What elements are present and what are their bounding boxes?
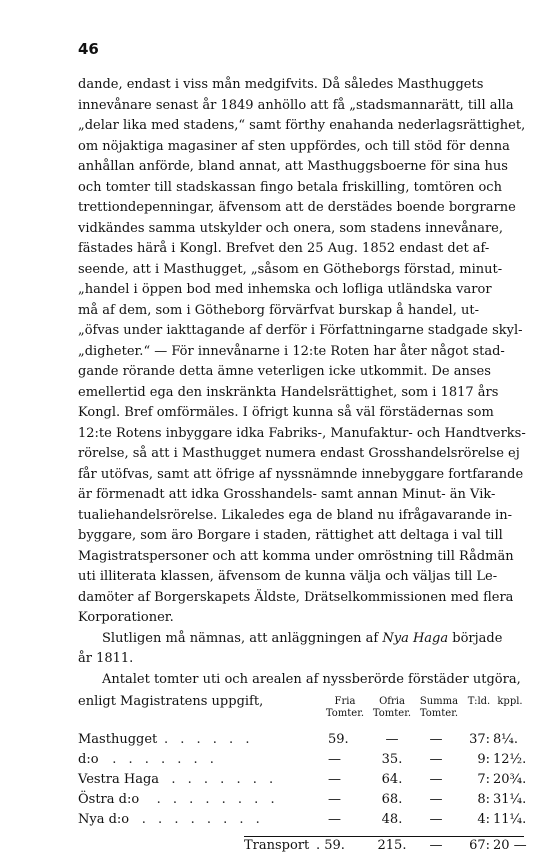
transport-summa: — xyxy=(429,838,443,853)
nya-haga-year: år 1811. xyxy=(78,651,134,666)
table-row xyxy=(78,752,527,772)
paragraph-line: emellertid ega den inskränkta Handelsrättighet, som i 1817 års xyxy=(78,384,499,400)
paragraph-line: må af dem, som i Götheborg förvärfvat burskap å handel, ut- xyxy=(78,302,479,318)
book-page xyxy=(78,40,527,860)
table-intro-line-1: Antalet tomter uti och arealen af nyssberörde förstäder utgöra, xyxy=(102,671,521,687)
paragraph-table-intro xyxy=(78,670,520,691)
paragraph-line: damöter af Borgerskapets Äldste, Drätselkommissionen med flera xyxy=(78,589,514,605)
row-fria: — xyxy=(328,752,341,767)
paragraph-line: trettiondepenningar, äfvensom att de derstädes boende borgrarne xyxy=(78,200,516,215)
row-fria: — xyxy=(328,792,341,807)
transport-kppl: 20 — xyxy=(493,838,527,853)
row-leader-dots: . . . . . . . xyxy=(171,772,278,787)
paragraph-line: är förmenadt att idka Grosshandels- samt annan Minut- än Vik- xyxy=(78,487,496,502)
paragraph-line: anhållan anförde, bland annat, att Masthuggsboerne för sina hus xyxy=(78,159,508,174)
row-leader-dots: . . . . . . . . xyxy=(156,792,279,807)
paragraph-line: fästades härå i Kongl. Brefvet den 25 Aug. 1852 endast det af- xyxy=(78,241,490,256)
row-fria: — xyxy=(328,812,341,827)
row-fria: — xyxy=(328,772,341,787)
header-ofria: Ofria Tomter. xyxy=(372,696,412,719)
row-summa: — xyxy=(429,792,443,807)
row-leader-dots: . . . . . . . xyxy=(112,752,218,767)
table-row xyxy=(78,812,527,832)
paragraph-line: „digheter.“ — För innevånarne i 12:te Roten har åter något stad- xyxy=(78,343,505,359)
row-name: d:o xyxy=(78,752,99,767)
row-leader-dots: . . . . . . xyxy=(164,732,254,747)
row-kppl: 31¼. xyxy=(493,792,527,807)
paragraph-line: och tomter till stadskassan fingo betala friskilling, tomtören och xyxy=(78,179,502,195)
row-tld: 4: xyxy=(477,812,490,827)
row-summa: — xyxy=(429,732,443,747)
paragraph-line: Kongl. Bref omförmäles. I öfrigt kunna så väl förstädernas som xyxy=(78,405,494,420)
paragraph-line: tualiehandelsrörelse. Likaledes ega de bland nu ifrågavarande in- xyxy=(78,507,513,523)
row-name: Nya d:o xyxy=(78,812,130,827)
row-name: Östra d:o xyxy=(78,792,140,807)
transport-rule xyxy=(244,836,524,837)
paragraph-line: får utöfvas, samt att öfrige af nyssnämnde innebyggare fortfarande xyxy=(78,466,524,482)
table-row xyxy=(78,772,527,792)
table-intro-line-2: enligt Magistratens uppgift, xyxy=(78,694,264,709)
row-tld: 9: xyxy=(477,752,490,767)
nya-haga-text-pre: Slutligen må nämnas, att anläggningen af xyxy=(102,630,383,646)
table-row xyxy=(78,792,527,812)
row-tld: 8: xyxy=(477,792,490,807)
paragraph-line: innevånare senast år 1849 anhöllo att få „stadsmannarätt, till alla xyxy=(78,97,514,113)
nya-haga-text-post: började xyxy=(448,630,503,646)
header-summa: Summa Tomter. xyxy=(419,696,459,719)
row-name: Vestra Haga xyxy=(78,772,160,787)
row-ofria: — xyxy=(385,732,399,747)
paragraph-line: Korporationer. xyxy=(78,610,174,625)
table-row xyxy=(78,732,520,752)
transport-row xyxy=(78,838,527,860)
paragraph-line: „handel i öppen bod med inhemska och lofliga utländska varor xyxy=(78,282,492,297)
page-number: 46 xyxy=(78,40,99,58)
row-ofria: 64. xyxy=(381,772,403,787)
row-tld: 37: xyxy=(469,732,490,747)
row-name: Masthugget xyxy=(78,732,158,747)
paragraph-line: gande rörande detta ämne veterligen icke utkommit. De anses xyxy=(78,364,491,379)
header-tld: T:ld. xyxy=(467,696,491,707)
paragraph-line: 12:te Rotens inbyggare idka Fabriks-, Manufaktur- och Handtverks- xyxy=(78,425,526,441)
row-kppl: 20¾. xyxy=(493,772,527,787)
row-kppl: 11¼. xyxy=(493,812,527,827)
row-summa: — xyxy=(429,752,443,767)
row-ofria: 35. xyxy=(381,752,403,767)
paragraph-line: Magistratspersoner och att komma under omröstning till Rådmän xyxy=(78,548,514,564)
transport-label: Transport xyxy=(244,838,310,853)
row-leader-dots: . . . . . . . . xyxy=(141,812,264,827)
table-header xyxy=(78,692,523,732)
paragraph-line: „delar lika med stadens,“ samt förthy enahanda nederlagsrättighet, xyxy=(78,118,526,133)
row-kppl: 8¼. xyxy=(493,732,519,747)
row-summa: — xyxy=(429,812,443,827)
header-fria: Fria Tomter. xyxy=(325,696,365,719)
paragraph-line: byggare, som äro Borgare i staden, rättighet att deltaga i val till xyxy=(78,528,503,543)
nya-haga-italic: Nya Haga xyxy=(382,630,449,646)
row-ofria: 48. xyxy=(381,812,403,827)
row-summa: — xyxy=(429,772,443,787)
paragraph-line: vidkändes samma utskylder och onera, som stadens innevånare, xyxy=(78,220,503,236)
paragraph-masthugget-privileges xyxy=(78,75,526,629)
paragraph-line: seende, att i Masthugget, „såsom en Götheborgs förstad, minut- xyxy=(78,261,503,277)
paragraph-line: dande, endast i viss mån medgifvits. Då således Masthuggets xyxy=(78,77,484,92)
paragraph-line: uti illiterata klassen, äfvensom de kunna välja och väljas till Le- xyxy=(78,569,498,584)
paragraph-nya-haga xyxy=(78,629,520,670)
header-kppl: kppl. xyxy=(497,696,523,707)
paragraph-line: om nöjaktiga magasiner af sten uppfördes, och till stöd för denna xyxy=(78,138,510,154)
transport-fria: . 59. xyxy=(316,838,345,853)
paragraph-line: rörelse, så att i Masthugget numera endast Grosshandelsrörelse ej xyxy=(78,446,520,461)
paragraph-line: „öfvas under iakttagande af derför i Författningarne stadgade skyl- xyxy=(78,323,523,338)
transport-ofria: 215. xyxy=(377,838,407,853)
row-ofria: 68. xyxy=(381,792,403,807)
area-table xyxy=(78,732,527,832)
row-kppl: 12½. xyxy=(493,752,527,767)
row-fria: 59. xyxy=(328,732,349,747)
row-tld: 7: xyxy=(477,772,490,787)
transport-tld: 67: xyxy=(469,838,490,853)
